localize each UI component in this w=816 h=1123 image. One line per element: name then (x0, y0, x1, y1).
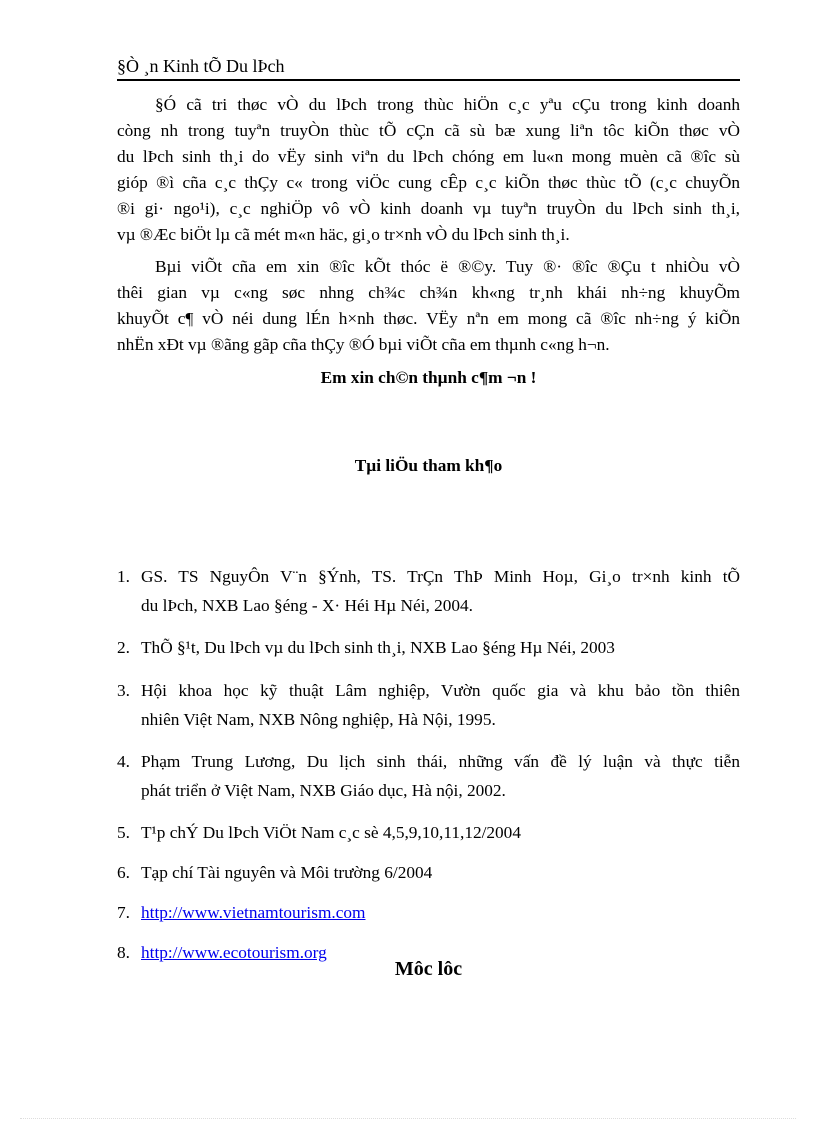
reference-line: Tạp chí Tài nguyên và Môi trường 6/2004 (141, 863, 433, 882)
thanks-line: Em xin ch©n thµnh c¶m ¬n ! (320, 368, 537, 387)
text-line: gióp ®ì cña c¸c thÇy c« trong viÖc cung cÊp c¸c kiÕn thøc thùc tÕ (c¸c chuyÕn (117, 173, 740, 192)
reference-line: T¹p chÝ Du lÞch ViÖt Nam c¸c sè 4,5,9,10,11,12/2004 (141, 823, 521, 842)
reference-number: 3. (117, 681, 130, 700)
text-line: Bµi viÕt cña em xin ®îc kÕt thóc ë ®©y. Tuy ®· ®îc ®Çu t nhiÒu vÒ (155, 257, 740, 276)
reference-link[interactable]: http://www.ecotourism.org (141, 943, 327, 962)
reference-number: 7. (117, 903, 130, 922)
text-line: thêi gian vµ c«ng søc nhng ch¾c ch¾n kh«ng tr¸nh khái nh÷ng khuyÕm (117, 283, 740, 302)
reference-item (117, 635, 740, 664)
text-line: vµ ®Æc biÖt lµ cã mét m«n häc, gi¸o tr×nh vÒ du lÞch sinh th¸i. (117, 225, 570, 244)
reference-item (117, 564, 740, 622)
header-rule (117, 79, 740, 81)
reference-number: 5. (117, 823, 130, 842)
reference-item (117, 678, 740, 736)
reference-item (117, 900, 740, 929)
references-heading: Tµi liÖu tham kh¶o (354, 456, 503, 475)
reference-line: Hội khoa học kỹ thuật Lâm nghiệp, Vườn quốc gia và khu bảo tồn thiên (141, 681, 740, 700)
reference-line: Phạm Trung Lương, Du lịch sinh thái, những vấn đề lý luận và thực tiễn (141, 752, 740, 771)
reference-number: 1. (117, 567, 130, 586)
reference-line: phát triển ở Việt Nam, NXB Giáo dục, Hà nội, 2002. (141, 781, 506, 800)
reference-number: 8. (117, 943, 130, 962)
reference-line: du lÞch, NXB Lao §éng - X· Héi Hµ Néi, 2004. (141, 596, 474, 615)
reference-line: ThÕ §¹t, Du lÞch vµ du lÞch sinh th¸i, NXB Lao §éng Hµ Néi, 2003 (141, 638, 615, 657)
text-line: còng nh trong tuyªn truyÒn thùc tÕ cÇn cã sù bæ xung liªn tôc kiÕn thøc vÒ (117, 121, 740, 140)
reference-number: 6. (117, 863, 130, 882)
page-header-title: §Ò ¸n Kinh tÕ Du lÞch (117, 56, 285, 76)
paragraph-1 (117, 92, 740, 248)
reference-item (117, 749, 740, 807)
page-bottom-border (20, 1118, 796, 1119)
reference-line: GS. TS NguyÔn V¨n §Ýnh, TS. TrÇn ThÞ Minh Hoµ, Gi¸o tr×nh kinh tÕ (141, 567, 740, 586)
reference-item (117, 820, 740, 849)
text-line: nhËn xÐt vµ ®ãng gãp cña thÇy ®Ó bµi viÕt cña em thµnh c«ng h¬n. (117, 335, 610, 354)
paragraph-2 (117, 254, 740, 358)
text-line: §Ó cã tri thøc vÒ du lÞch trong thùc hiÖn c¸c yªu cÇu trong kinh doanh (155, 95, 740, 114)
reference-item (117, 860, 740, 889)
reference-line: nhiên Việt Nam, NXB Nông nghiệp, Hà Nội, 1995. (141, 710, 496, 729)
reference-number: 4. (117, 752, 130, 771)
text-line: khuyÕt c¶ vÒ néi dung lÉn h×nh thøc. VËy nªn em mong cã ®îc nh÷ng ý kiÕn (117, 309, 740, 328)
text-line: ®i gi· ngo¹i), c¸c nghiÖp vô vÒ kinh doanh vµ tuyªn truyÒn du lÞch sinh th¸i, (117, 199, 740, 218)
table-of-contents-heading: Môc lôc (394, 958, 463, 980)
reference-number: 2. (117, 638, 130, 657)
text-line: du lÞch sinh th¸i do vËy sinh viªn du lÞch chóng em lu«n mong muèn cã ®îc sù (117, 147, 740, 166)
reference-link[interactable]: http://www.vietnamtourism.com (141, 903, 366, 922)
